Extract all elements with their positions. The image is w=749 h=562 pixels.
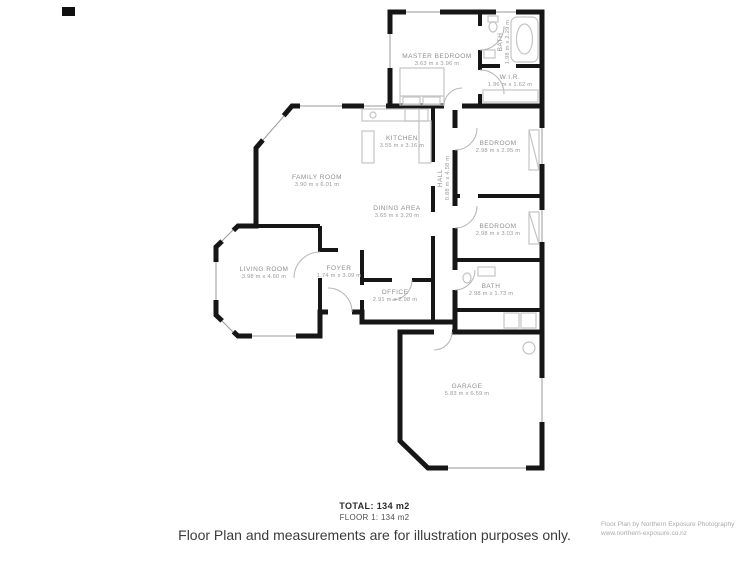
- room-dims: 3.55 m x 3.16 m: [379, 143, 425, 149]
- disclaimer-text: Floor Plan and measurements are for illustration purposes only.: [178, 527, 571, 543]
- photography-credit: [601, 521, 734, 538]
- room-dims: 5.83 m x 6.59 m: [444, 391, 490, 397]
- garage-block: [400, 332, 542, 468]
- credit-line-1: Floor Plan by Northern Exposure Photography: [601, 521, 735, 528]
- room-dims: 2.98 m x 3.03 m: [475, 231, 521, 237]
- room-name: FOYER: [326, 265, 352, 272]
- room-dims: 1.74 m x 3.09 m: [316, 273, 362, 279]
- room-dims: 2.98 m x 1.73 m: [468, 291, 514, 297]
- room-dims: 3.90 m x 6.01 m: [294, 182, 340, 188]
- floor1-area-label: FLOOR 1: 134 m2: [339, 513, 410, 522]
- room-name: BATH: [481, 283, 501, 290]
- room-name: W.I.R.: [499, 74, 521, 81]
- room-name: LIVING ROOM: [239, 266, 289, 273]
- room-dims: 0.88 m x 4.58 m: [445, 155, 451, 201]
- exterior-walls: [216, 12, 542, 468]
- room-dims: 3.98 m x 4.60 m: [241, 274, 287, 280]
- room-name: DINING AREA: [373, 205, 421, 212]
- credit-line-2: www.northern-exposure.co.nz: [601, 529, 687, 537]
- room-name: BEDROOM: [479, 223, 517, 230]
- room-dims: 2.91 m x 2.98 m: [372, 297, 418, 303]
- total-area-label: TOTAL: 134 m2: [339, 501, 410, 511]
- room-name: GARAGE: [451, 383, 483, 390]
- room-dims: 2.98 m x 2.95 m: [475, 148, 521, 154]
- room-name: HALL: [437, 168, 444, 188]
- room-name: BEDROOM: [479, 140, 517, 147]
- room-dims: 3.65 m x 3.20 m: [374, 213, 420, 219]
- room-name: OFFICE: [381, 289, 409, 296]
- room-dims: 3.63 m x 3.96 m: [414, 61, 460, 67]
- room-name: KITCHEN: [385, 135, 419, 142]
- room-dims: 1.96 m x 1.62 m: [487, 82, 533, 88]
- master-suite-block: [390, 12, 542, 106]
- room-name: FAMILY ROOM: [291, 174, 343, 181]
- room-name: MASTER BEDROOM: [402, 53, 472, 60]
- room-dims: 1.98 m x 2.29 m: [505, 19, 511, 65]
- room-name: BATH: [497, 32, 504, 52]
